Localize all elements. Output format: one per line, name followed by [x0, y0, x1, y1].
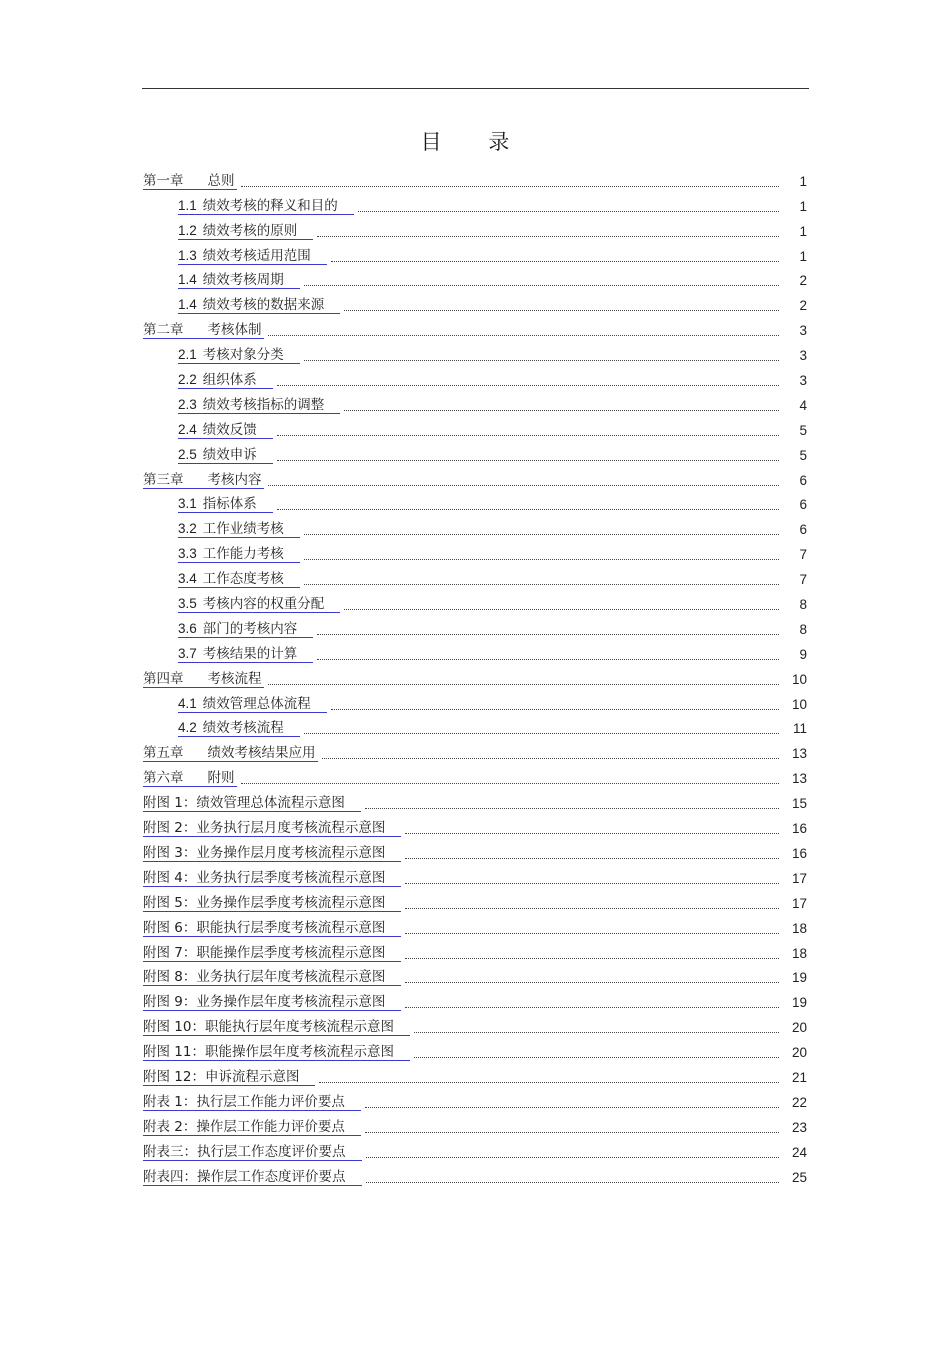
toc-page-number: 20 — [791, 1045, 807, 1061]
toc-entry-link[interactable] — [143, 870, 401, 887]
toc-entry[interactable] — [143, 964, 807, 989]
toc-page-number: 1 — [799, 173, 807, 189]
toc-entry-link[interactable] — [143, 795, 361, 812]
dot-leader — [405, 883, 779, 884]
toc-entry-link[interactable] — [143, 173, 237, 190]
toc-entry-text: 附图 4：业务执行层季度考核流程示意图 — [143, 869, 386, 886]
toc-page-number: 3 — [799, 348, 807, 364]
toc-entry[interactable] — [143, 391, 807, 416]
toc-entry-number: 4.1 — [178, 695, 197, 711]
toc-entry-text: 附图 3：业务操作层月度考核流程示意图 — [143, 844, 386, 861]
dot-leader — [344, 410, 779, 411]
toc-entry-text: 考核流程 — [207, 670, 262, 687]
toc-entry-link[interactable] — [178, 372, 273, 389]
toc-page-number: 22 — [791, 1094, 807, 1110]
toc-entry-link[interactable] — [143, 1044, 410, 1061]
toc-entry[interactable] — [143, 217, 807, 242]
toc-entry-number: 3.6 — [178, 620, 197, 636]
toc-page-number: 17 — [791, 895, 807, 911]
dot-leader — [405, 833, 779, 834]
toc-page-number: 17 — [791, 870, 807, 886]
dot-leader — [304, 285, 779, 286]
toc-entry[interactable] — [143, 590, 807, 615]
dot-leader — [241, 783, 780, 784]
toc-entry-link[interactable] — [178, 198, 354, 215]
toc-entry[interactable] — [143, 441, 807, 466]
toc-entry-text: 附表四：操作层工作态度评价要点 — [143, 1168, 346, 1185]
toc-entry[interactable] — [143, 739, 807, 764]
toc-entry[interactable] — [143, 814, 807, 839]
toc-title: 目 录 — [420, 130, 530, 154]
toc-entry[interactable] — [143, 1038, 807, 1063]
toc-page-number: 23 — [791, 1119, 807, 1135]
toc-page-number: 7 — [799, 547, 807, 563]
dot-leader — [304, 534, 779, 535]
toc-entry-text: 组织体系 — [202, 372, 257, 389]
toc-entry-link[interactable] — [143, 820, 401, 837]
toc-entry-text: 附图 5：业务操作层季度考核流程示意图 — [143, 894, 386, 911]
dot-leader — [317, 236, 779, 237]
toc-entry-link[interactable] — [178, 397, 340, 414]
toc-entry-text: 绩效管理总体流程 — [202, 695, 311, 712]
toc-entry-link[interactable] — [143, 472, 264, 489]
dot-leader — [405, 908, 779, 909]
toc-entry[interactable] — [143, 1113, 807, 1138]
toc-entry[interactable] — [143, 715, 807, 740]
toc-page-number: 21 — [791, 1069, 807, 1085]
toc-page-number: 1 — [799, 248, 807, 264]
dot-leader — [304, 559, 779, 560]
toc-entry-link[interactable] — [143, 969, 401, 986]
toc-page-number: 7 — [799, 572, 807, 588]
toc-entry-text: 附图 10：职能执行层年度考核流程示意图 — [143, 1019, 394, 1036]
toc-entry[interactable] — [143, 1138, 807, 1163]
table-of-contents — [143, 167, 807, 1188]
toc-entry-text: 绩效申诉 — [202, 446, 257, 463]
toc-entry-text: 绩效考核指标的调整 — [202, 396, 325, 413]
dot-leader — [317, 634, 779, 635]
header-rule — [142, 88, 809, 89]
toc-entry-number: 2.3 — [178, 396, 197, 412]
toc-entry[interactable] — [143, 914, 807, 939]
toc-entry-number: 3.3 — [178, 546, 197, 562]
dot-leader — [365, 1107, 779, 1108]
toc-entry-text: 考核对象分类 — [202, 347, 284, 364]
toc-entry-link[interactable] — [178, 546, 300, 563]
toc-entry-number: 3.2 — [178, 521, 197, 537]
toc-entry-number: 第五章 — [143, 745, 184, 762]
toc-entry-text: 考核结果的计算 — [202, 645, 298, 662]
toc-entry-number: 3.4 — [178, 571, 197, 587]
toc-entry-text: 附表三：执行层工作态度评价要点 — [143, 1143, 346, 1160]
toc-entry-number: 2.4 — [178, 421, 197, 437]
dot-leader — [405, 933, 779, 934]
dot-leader — [317, 659, 779, 660]
toc-page-number: 5 — [799, 447, 807, 463]
dot-leader — [277, 435, 779, 436]
toc-entry[interactable] — [143, 242, 807, 267]
dot-leader — [331, 709, 779, 710]
toc-entry-link[interactable] — [143, 671, 264, 688]
toc-entry-link[interactable] — [143, 1119, 361, 1136]
toc-entry[interactable] — [143, 839, 807, 864]
dot-leader — [344, 310, 779, 311]
dot-leader — [277, 385, 779, 386]
dot-leader — [358, 211, 779, 212]
toc-entry[interactable] — [143, 640, 807, 665]
toc-entry-text: 考核体制 — [207, 322, 262, 339]
toc-page-number: 24 — [791, 1144, 807, 1160]
toc-entry-text: 考核内容 — [207, 471, 262, 488]
toc-entry-text: 绩效考核流程 — [202, 720, 284, 737]
toc-page-number: 9 — [799, 646, 807, 662]
dot-leader — [304, 584, 779, 585]
toc-entry-text: 附图 1：绩效管理总体流程示意图 — [143, 795, 345, 812]
toc-entry-text: 总则 — [207, 172, 235, 189]
toc-page-number: 19 — [791, 970, 807, 986]
toc-entry-text: 绩效考核的释义和目的 — [202, 197, 338, 214]
toc-entry-text: 绩效考核的数据来源 — [202, 297, 325, 314]
toc-entry-link[interactable] — [178, 621, 313, 638]
toc-entry[interactable] — [143, 515, 807, 540]
toc-entry-text: 绩效考核结果应用 — [207, 745, 316, 762]
toc-entry-text: 附表 1：执行层工作能力评价要点 — [143, 1093, 345, 1110]
dot-leader — [405, 982, 779, 983]
toc-page-number: 25 — [791, 1169, 807, 1185]
dot-leader — [277, 509, 779, 510]
toc-page-number: 13 — [791, 771, 807, 787]
toc-page-number: 16 — [791, 821, 807, 837]
dot-leader — [304, 360, 779, 361]
dot-leader — [414, 1057, 779, 1058]
toc-page-number: 3 — [799, 323, 807, 339]
dot-leader — [241, 186, 780, 187]
toc-entry-link[interactable] — [143, 1069, 315, 1086]
toc-entry-number: 1.4 — [178, 297, 197, 313]
toc-entry-text: 绩效考核适用范围 — [202, 247, 311, 264]
dot-leader — [405, 858, 779, 859]
toc-entry-text: 附表 2：操作层工作能力评价要点 — [143, 1118, 345, 1135]
toc-entry-text: 附图 12：申诉流程示意图 — [143, 1068, 300, 1085]
toc-entry-text: 考核内容的权重分配 — [202, 596, 325, 613]
toc-page-number: 16 — [791, 845, 807, 861]
toc-page-number: 3 — [799, 373, 807, 389]
toc-entry-text: 附图 11：职能操作层年度考核流程示意图 — [143, 1044, 394, 1061]
toc-entry-link[interactable] — [143, 920, 401, 937]
dot-leader — [268, 485, 780, 486]
dot-leader — [331, 261, 779, 262]
toc-entry-number: 4.2 — [178, 720, 197, 736]
toc-entry-text: 工作业绩考核 — [202, 521, 284, 538]
toc-entry[interactable] — [143, 316, 807, 341]
toc-entry-link[interactable] — [143, 1019, 410, 1036]
toc-entry-text: 部门的考核内容 — [202, 620, 298, 637]
toc-entry[interactable] — [143, 267, 807, 292]
dot-leader — [366, 1157, 780, 1158]
toc-entry[interactable] — [143, 690, 807, 715]
dot-leader — [414, 1032, 779, 1033]
toc-entry-number: 第四章 — [143, 670, 184, 687]
toc-entry-link[interactable] — [178, 347, 300, 364]
toc-entry-link[interactable] — [178, 571, 300, 588]
toc-entry-link[interactable] — [178, 696, 327, 713]
toc-entry-number: 1.3 — [178, 247, 197, 263]
toc-page-number: 2 — [799, 298, 807, 314]
toc-page-number: 1 — [799, 198, 807, 214]
toc-entry-number: 2.1 — [178, 347, 197, 363]
toc-entry-link[interactable] — [143, 945, 401, 962]
toc-entry-link[interactable] — [178, 447, 273, 464]
toc-entry-link[interactable] — [178, 646, 313, 663]
toc-entry-text: 附图 7：职能操作层季度考核流程示意图 — [143, 944, 386, 961]
toc-entry-link[interactable] — [143, 895, 401, 912]
toc-entry[interactable] — [143, 1013, 807, 1038]
toc-entry[interactable] — [143, 615, 807, 640]
toc-entry-link[interactable] — [143, 322, 264, 339]
toc-entry[interactable] — [143, 167, 807, 192]
toc-entry-text: 附图 6：职能执行层季度考核流程示意图 — [143, 919, 386, 936]
toc-entry-link[interactable] — [178, 596, 340, 613]
toc-entry-link[interactable] — [178, 521, 300, 538]
toc-page-number: 6 — [799, 497, 807, 513]
toc-page-number: 10 — [791, 696, 807, 712]
toc-entry[interactable] — [143, 466, 807, 491]
toc-entry[interactable] — [143, 540, 807, 565]
toc-entry[interactable] — [143, 864, 807, 889]
toc-entry[interactable] — [143, 789, 807, 814]
toc-page-number: 13 — [791, 746, 807, 762]
toc-entry-number: 1.2 — [178, 222, 197, 238]
toc-entry-text: 附图 8：业务执行层年度考核流程示意图 — [143, 969, 386, 986]
dot-leader — [365, 1132, 779, 1133]
toc-page-number: 11 — [792, 721, 807, 737]
toc-page-number: 10 — [791, 671, 807, 687]
toc-entry-text: 绩效反馈 — [202, 421, 257, 438]
toc-entry-text: 附图 9：业务操作层年度考核流程示意图 — [143, 994, 386, 1011]
toc-entry[interactable] — [143, 764, 807, 789]
toc-entry[interactable] — [143, 1063, 807, 1088]
dot-leader — [268, 335, 780, 336]
dot-leader — [277, 460, 779, 461]
dot-leader — [319, 1082, 779, 1083]
toc-entry-link[interactable] — [143, 1144, 362, 1161]
dot-leader — [365, 808, 779, 809]
toc-entry-link[interactable] — [178, 297, 340, 314]
toc-entry[interactable] — [143, 491, 807, 516]
toc-page-number: 4 — [799, 397, 807, 413]
dot-leader — [405, 1007, 779, 1008]
toc-entry[interactable] — [143, 192, 807, 217]
toc-page-number: 8 — [799, 597, 807, 613]
toc-entry-text: 附则 — [207, 770, 235, 787]
toc-entry-link[interactable] — [178, 223, 313, 240]
toc-entry-text: 附图 2：业务执行层月度考核流程示意图 — [143, 820, 386, 837]
toc-entry-text: 指标体系 — [202, 496, 257, 513]
toc-entry-number: 1.1 — [178, 197, 197, 213]
toc-entry-link[interactable] — [143, 1169, 362, 1186]
toc-page-number: 5 — [799, 422, 807, 438]
toc-page-number: 8 — [799, 621, 807, 637]
toc-entry-link[interactable] — [143, 770, 237, 787]
toc-entry[interactable] — [143, 291, 807, 316]
dot-leader — [344, 609, 779, 610]
toc-page-number: 15 — [791, 796, 807, 812]
toc-entry-link[interactable] — [178, 272, 300, 289]
toc-page-number: 2 — [799, 273, 807, 289]
dot-leader — [268, 684, 780, 685]
toc-entry[interactable] — [143, 988, 807, 1013]
toc-entry-number: 第一章 — [143, 172, 184, 189]
toc-entry[interactable] — [143, 366, 807, 391]
toc-page-number: 6 — [799, 472, 807, 488]
toc-entry-link[interactable] — [143, 845, 401, 862]
toc-entry[interactable] — [143, 341, 807, 366]
toc-page-number: 6 — [799, 522, 807, 538]
toc-entry-number: 2.2 — [178, 372, 197, 388]
toc-page-number: 18 — [791, 945, 807, 961]
toc-entry[interactable] — [143, 939, 807, 964]
toc-entry-link[interactable] — [143, 1094, 361, 1111]
toc-entry[interactable] — [143, 1163, 807, 1188]
toc-page-number: 1 — [799, 223, 807, 239]
toc-entry[interactable] — [143, 565, 807, 590]
toc-entry-link[interactable] — [178, 422, 273, 439]
dot-leader — [304, 733, 779, 734]
toc-entry[interactable] — [143, 1088, 807, 1113]
toc-entry-link[interactable] — [178, 496, 273, 513]
dot-leader — [322, 758, 780, 759]
dot-leader — [366, 1182, 780, 1183]
toc-entry-number: 3.1 — [178, 496, 197, 512]
toc-entry-number: 2.5 — [178, 446, 197, 462]
toc-entry[interactable] — [143, 416, 807, 441]
toc-entry-number: 第二章 — [143, 322, 184, 339]
toc-entry-link[interactable] — [143, 994, 401, 1011]
toc-entry-text: 工作态度考核 — [202, 571, 284, 588]
toc-page-number: 20 — [791, 1020, 807, 1036]
toc-entry-number: 第六章 — [143, 770, 184, 787]
toc-entry-number: 1.4 — [178, 272, 197, 288]
toc-entry-number: 3.7 — [178, 645, 197, 661]
toc-page-number: 18 — [791, 920, 807, 936]
toc-entry-number: 第三章 — [143, 471, 184, 488]
toc-entry-link[interactable] — [143, 745, 318, 762]
toc-page-number: 19 — [791, 995, 807, 1011]
toc-entry-link[interactable] — [178, 248, 327, 265]
toc-entry-text: 绩效考核周期 — [202, 272, 284, 289]
toc-entry-number: 3.5 — [178, 596, 197, 612]
toc-entry-link[interactable] — [178, 720, 300, 737]
toc-entry[interactable] — [143, 889, 807, 914]
dot-leader — [405, 958, 779, 959]
toc-entry-text: 绩效考核的原则 — [202, 222, 298, 239]
toc-entry[interactable] — [143, 665, 807, 690]
toc-entry-text: 工作能力考核 — [202, 546, 284, 563]
